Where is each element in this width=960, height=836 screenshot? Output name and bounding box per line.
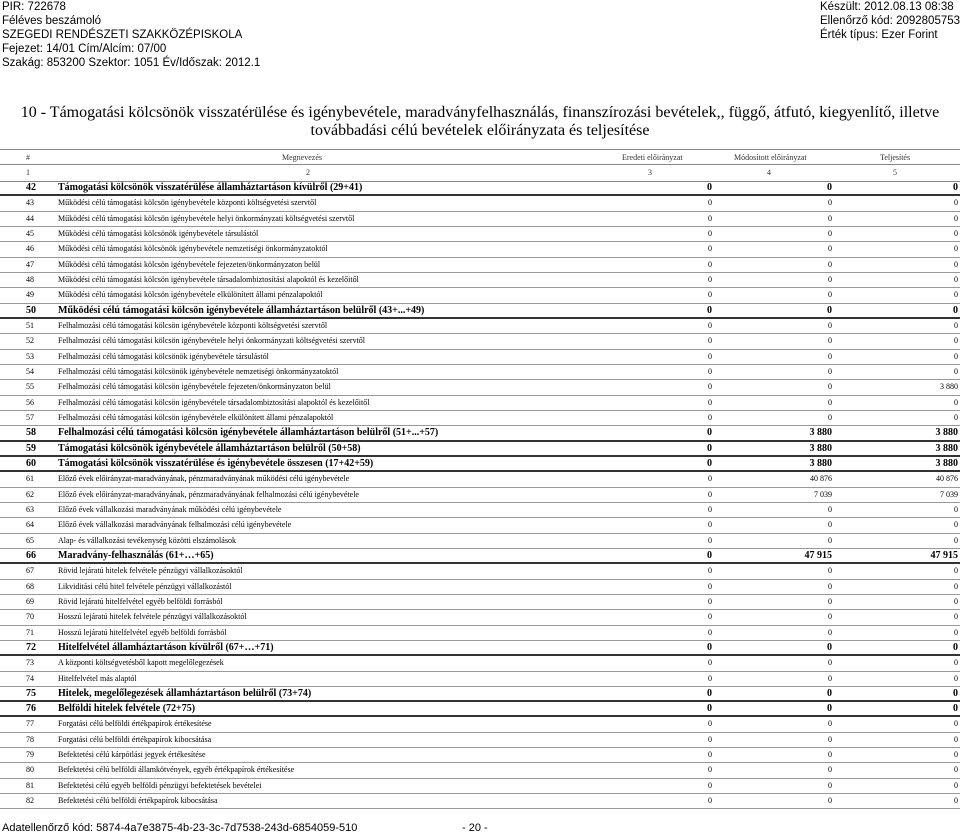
table-row — [0, 518, 960, 533]
row-label: A központi költségvetésből kapott megelőlegezések — [58, 658, 224, 668]
row-number: 72 — [26, 641, 36, 653]
row-number: 55 — [26, 382, 34, 392]
col-index-name: 2 — [306, 168, 310, 177]
row-number: 63 — [26, 504, 34, 514]
original-value: 0 — [708, 734, 712, 744]
row-label: Működési célú támogatási kölcsön igénybevétele fejezeten/önkormányzaton belül — [58, 259, 321, 269]
row-number: 44 — [26, 213, 34, 223]
actual-value: 7 039 — [940, 489, 958, 499]
table-row — [0, 748, 960, 763]
original-value: 0 — [708, 520, 712, 530]
original-value: 0 — [708, 351, 712, 361]
actual-value: 0 — [954, 274, 958, 284]
row-label: Hitelfelvétel államháztartáson kívülről (67+…+71) — [58, 641, 274, 653]
original-value: 0 — [708, 290, 712, 300]
row-number: 79 — [26, 750, 34, 760]
row-label: Működési célú támogatási kölcsönök igénybevétele társulástól — [58, 228, 259, 238]
original-value: 0 — [708, 397, 712, 407]
table-row — [0, 350, 960, 365]
row-label: Felhalmozási célú támogatási kölcsön igénybevétele központi költségvetési szervtől — [58, 320, 328, 330]
modified-value: 0 — [828, 734, 832, 744]
actual-value: 0 — [954, 719, 958, 729]
table-row — [0, 672, 960, 687]
row-number: 68 — [26, 581, 34, 591]
modified-value: 0 — [827, 182, 832, 193]
original-value: 0 — [708, 627, 712, 637]
row-number: 78 — [26, 734, 34, 744]
table-row — [0, 334, 960, 349]
table-row — [0, 564, 960, 579]
modified-value: 0 — [828, 658, 832, 668]
table-row — [0, 411, 960, 426]
row-label: Likviditási célú hitel felvétele pénzügyi vállalkozástól — [58, 581, 232, 591]
row-number: 51 — [26, 320, 34, 330]
row-label: Befektetési célú kárpótlási jegyek értékesítése — [58, 750, 206, 760]
header-left-block — [2, 0, 260, 70]
modified-value: 3 880 — [809, 442, 832, 454]
original-value: 0 — [708, 596, 712, 606]
value-type-line: Érték típus: Ezer Forint — [820, 29, 938, 41]
row-label: Felhalmozási célú támogatási kölcsön igénybevétele fejezeten/önkormányzaton belül — [58, 382, 331, 392]
modified-value: 0 — [827, 304, 832, 316]
row-number: 75 — [26, 687, 36, 699]
row-number: 77 — [26, 719, 34, 729]
row-number: 66 — [26, 549, 36, 561]
row-label: Hosszú lejáratú hitelek felvétele pénzügyi vállalkozásoktól — [58, 612, 247, 622]
table-row — [0, 212, 960, 227]
original-value: 0 — [708, 780, 712, 790]
original-value: 0 — [707, 182, 712, 193]
original-value: 0 — [708, 796, 712, 806]
table-row — [0, 626, 960, 641]
modified-value: 0 — [828, 673, 832, 683]
actual-value: 47 915 — [930, 549, 958, 561]
original-value: 0 — [707, 687, 712, 699]
row-label: Előző évek vállalkozási maradványának működési célú igénybevétele — [58, 504, 282, 514]
original-value: 0 — [708, 382, 712, 392]
modified-value: 0 — [828, 719, 832, 729]
table-row — [0, 702, 960, 717]
modified-value: 0 — [827, 641, 832, 653]
col-header-modified: Módosított előirányzat — [734, 153, 807, 162]
row-number: 80 — [26, 765, 34, 775]
original-value: 0 — [708, 750, 712, 760]
row-number: 59 — [26, 442, 36, 454]
original-value: 0 — [708, 658, 712, 668]
row-number: 54 — [26, 366, 34, 376]
row-label: Előző évek előirányzat-maradványának, pénzmaradványának működési célú igénybevétele — [58, 474, 350, 484]
modified-value: 0 — [828, 627, 832, 637]
table-row — [0, 442, 960, 457]
row-number: 57 — [26, 412, 34, 422]
actual-value: 0 — [954, 627, 958, 637]
table-row — [0, 288, 960, 303]
row-number: 82 — [26, 796, 34, 806]
row-number: 53 — [26, 351, 34, 361]
actual-value: 0 — [954, 520, 958, 530]
row-label: Alap- és vállalkozási tevékenység közötti elszámolások — [58, 535, 236, 545]
modified-value: 0 — [828, 290, 832, 300]
original-value: 0 — [707, 304, 712, 316]
modified-value: 0 — [828, 581, 832, 591]
original-value: 0 — [708, 198, 712, 208]
row-number: 45 — [26, 228, 34, 238]
table-row — [0, 763, 960, 778]
row-label: Felhalmozási célú támogatási kölcsön igénybevétele társadalombiztosítási alapoktól és kezelőitől — [58, 397, 370, 407]
modified-value: 0 — [828, 351, 832, 361]
row-label: Rövid lejáratú hitelfelvétel egyéb belföldi forrásból — [58, 596, 223, 606]
row-number: 81 — [26, 780, 34, 790]
row-number: 64 — [26, 520, 34, 530]
table-row — [0, 196, 960, 211]
chapter-line: Fejezet: 14/01 Cím/Alcím: 07/00 — [2, 43, 167, 55]
modified-value: 0 — [828, 274, 832, 284]
actual-value: 0 — [954, 320, 958, 330]
actual-value: 0 — [954, 796, 958, 806]
table-row — [0, 457, 960, 472]
original-value: 0 — [708, 412, 712, 422]
actual-value: 0 — [954, 412, 958, 422]
actual-value: 0 — [954, 290, 958, 300]
table-row — [0, 181, 960, 196]
actual-value: 0 — [954, 750, 958, 760]
page-number: - 20 - — [462, 822, 488, 834]
modified-value: 0 — [828, 535, 832, 545]
actual-value: 3 880 — [935, 427, 958, 439]
row-number: 50 — [26, 304, 36, 316]
col-header-no: # — [26, 153, 30, 162]
modified-value: 0 — [827, 703, 832, 715]
actual-value: 0 — [954, 259, 958, 269]
actual-value: 0 — [954, 658, 958, 668]
modified-value: 0 — [828, 259, 832, 269]
row-label: Befektetési célú belföldi értékpapírok kibocsátása — [58, 796, 218, 806]
table-row — [0, 733, 960, 748]
row-label: Felhalmozási célú támogatási kölcsön igénybevétele helyi önkormányzati költségvetési szervtől — [58, 336, 366, 346]
row-number: 73 — [26, 658, 34, 668]
row-label: Működési célú támogatási kölcsön igénybevétele központi költségvetési szervtől — [58, 198, 317, 208]
actual-value: 0 — [954, 228, 958, 238]
row-label: Felhalmozási célú támogatási kölcsönök igénybevétele társulástól — [58, 351, 269, 361]
table-row — [0, 687, 960, 702]
modified-value: 0 — [828, 596, 832, 606]
row-label: Forgatási célú belföldi értékpapírok értékesítése — [58, 719, 212, 729]
col-index-original: 3 — [648, 168, 652, 177]
original-value: 0 — [707, 442, 712, 454]
col-index-modified: 4 — [767, 168, 771, 177]
row-number: 76 — [26, 703, 36, 715]
institution-line: SZEGEDI RENDÉSZETI SZAKKÖZÉPISKOLA — [2, 29, 243, 41]
row-label: Működési célú támogatási kölcsön igénybevétele államháztartáson belülről (43+...+49) — [58, 304, 425, 316]
actual-value: 0 — [954, 765, 958, 775]
original-value: 0 — [708, 274, 712, 284]
original-value: 0 — [707, 427, 712, 439]
report-type-line: Féléves beszámoló — [2, 15, 102, 27]
row-label: Felhalmozási célú támogatási kölcsön igénybevétele elkülönített állami pénzalapoktól — [58, 412, 334, 422]
actual-value: 0 — [954, 504, 958, 514]
actual-value: 0 — [953, 182, 958, 193]
actual-value: 0 — [953, 641, 958, 653]
original-value: 0 — [708, 612, 712, 622]
modified-value: 0 — [828, 382, 832, 392]
modified-value: 0 — [828, 796, 832, 806]
actual-value: 0 — [954, 734, 958, 744]
row-number: 42 — [26, 182, 36, 193]
row-number: 67 — [26, 566, 34, 576]
actual-value: 0 — [953, 703, 958, 715]
original-value: 0 — [708, 213, 712, 223]
original-value: 0 — [708, 504, 712, 514]
row-number: 48 — [26, 274, 34, 284]
table-row — [0, 488, 960, 503]
modified-value: 0 — [828, 228, 832, 238]
original-value: 0 — [708, 228, 712, 238]
original-value: 0 — [707, 641, 712, 653]
actual-value: 0 — [954, 612, 958, 622]
header-right-block — [820, 0, 960, 42]
col-index-no: 1 — [26, 168, 30, 177]
table-row — [0, 656, 960, 671]
actual-value: 0 — [954, 198, 958, 208]
actual-value: 0 — [954, 780, 958, 790]
modified-value: 0 — [828, 336, 832, 346]
row-label: Felhalmozási célú támogatási kölcsönök igénybevétele nemzetiségi önkormányzatoktól — [58, 366, 339, 376]
original-value: 0 — [708, 474, 712, 484]
check-code-line: Ellenőrző kód: 2092805753 — [820, 15, 960, 27]
row-number: 69 — [26, 596, 34, 606]
row-number: 52 — [26, 336, 34, 346]
modified-value: 0 — [828, 213, 832, 223]
row-label: Támogatási kölcsönök visszatérülése és igénybevétele összesen (17+42+59) — [58, 457, 374, 469]
row-label: Működési célú támogatási kölcsönök igénybevétele nemzetiségi önkormányzatoktól — [58, 244, 328, 254]
row-number: 56 — [26, 397, 34, 407]
actual-value: 0 — [953, 304, 958, 316]
table-row — [0, 717, 960, 732]
table-row — [0, 534, 960, 549]
table-row — [0, 426, 960, 441]
modified-value: 0 — [828, 765, 832, 775]
table-row — [0, 503, 960, 518]
actual-value: 0 — [954, 535, 958, 545]
modified-value: 0 — [828, 566, 832, 576]
actual-value: 3 880 — [935, 457, 958, 469]
table-row — [0, 365, 960, 380]
row-number: 74 — [26, 673, 34, 683]
modified-value: 7 039 — [814, 489, 832, 499]
row-label: Előző évek vállalkozási maradványának felhalmozási célú igénybevétele — [58, 520, 292, 530]
row-label: Hitelek, megelőlegezések államháztartáson belülről (73+74) — [58, 687, 312, 699]
original-value: 0 — [708, 673, 712, 683]
modified-value: 0 — [828, 244, 832, 254]
modified-value: 0 — [827, 687, 832, 699]
actual-value: 0 — [954, 397, 958, 407]
row-label: Maradvány-felhasználás (61+…+65) — [58, 549, 214, 561]
row-label: Hitelfelvétel más alaptól — [58, 673, 137, 683]
row-number: 60 — [26, 457, 36, 469]
row-label: Működési célú támogatási kölcsön igénybevétele elkülönített állami pénzalapoktól — [58, 290, 323, 300]
sector-line: Szakág: 853200 Szektor: 1051 Év/Időszak: 2012.1 — [2, 57, 261, 69]
row-label: Hosszú lejáratú hitelfelvétel egyéb belföldi forrásból — [58, 627, 227, 637]
actual-value: 0 — [954, 673, 958, 683]
original-value: 0 — [708, 489, 712, 499]
actual-value: 0 — [954, 336, 958, 346]
modified-value: 0 — [828, 750, 832, 760]
table-row — [0, 580, 960, 595]
row-number: 46 — [26, 244, 34, 254]
row-number: 62 — [26, 489, 34, 499]
modified-value: 0 — [828, 520, 832, 530]
row-label: Támogatási kölcsönök igénybevétele államháztartáson belülről (50+58) — [58, 442, 361, 454]
row-number: 65 — [26, 535, 34, 545]
row-number: 71 — [26, 627, 34, 637]
original-value: 0 — [708, 566, 712, 576]
actual-value: 0 — [954, 581, 958, 591]
table-row — [0, 242, 960, 257]
modified-value: 47 915 — [804, 549, 832, 561]
original-value: 0 — [708, 581, 712, 591]
modified-value: 0 — [828, 504, 832, 514]
col-header-name: Megnevezés — [282, 153, 322, 162]
actual-value: 0 — [954, 213, 958, 223]
table-row — [0, 549, 960, 564]
modified-value: 0 — [828, 612, 832, 622]
table-row — [0, 794, 960, 809]
row-number: 43 — [26, 198, 34, 208]
row-number: 47 — [26, 259, 34, 269]
actual-value: 0 — [954, 596, 958, 606]
actual-value: 40 876 — [936, 474, 958, 484]
original-value: 0 — [708, 719, 712, 729]
modified-value: 0 — [828, 397, 832, 407]
row-label: Forgatási célú belföldi értékpapírok kibocsátása — [58, 734, 212, 744]
footer-check-code: Adatellenőrző kód: 5874-4a7e3875-4b-23-3c-7d7538-243d-6854059-510 — [2, 822, 358, 834]
row-label: Rövid lejáratú hitelek felvétele pénzügyi vállalkozásoktól — [58, 566, 243, 576]
original-value: 0 — [707, 703, 712, 715]
original-value: 0 — [708, 244, 712, 254]
modified-value: 0 — [828, 320, 832, 330]
row-number: 70 — [26, 612, 34, 622]
table-row — [0, 610, 960, 625]
modified-value: 40 876 — [810, 474, 832, 484]
actual-value: 3 880 — [940, 382, 958, 392]
original-value: 0 — [708, 336, 712, 346]
original-value: 0 — [708, 765, 712, 775]
table-row — [0, 595, 960, 610]
table-row — [0, 227, 960, 242]
table-row — [0, 641, 960, 656]
actual-value: 0 — [954, 244, 958, 254]
original-value: 0 — [708, 366, 712, 376]
table-row — [0, 258, 960, 273]
row-label: Befektetési célú egyéb belföldi pénzügyi befektetések bevételei — [58, 780, 262, 790]
row-label: Működési célú támogatási kölcsön igénybevétele társadalombiztosítási alapoktól és kezelőitől — [58, 274, 359, 284]
pir-line: PIR: 722678 — [2, 1, 66, 13]
actual-value: 0 — [954, 566, 958, 576]
row-label: Belföldi hitelek felvétele (72+75) — [58, 703, 196, 715]
col-header-actual: Teljesítés — [880, 153, 911, 162]
row-label: Működési célú támogatási kölcsön igénybevétele helyi önkormányzati költségvetési szervtől — [58, 213, 355, 223]
row-number: 58 — [26, 427, 36, 439]
modified-value: 0 — [828, 412, 832, 422]
row-number: 49 — [26, 290, 34, 300]
col-header-original: Eredeti előirányzat — [622, 153, 683, 162]
table-row — [0, 472, 960, 487]
page-title: 10 - Támogatási kölcsönök visszatérülése és igénybevétele, maradványfelhasználás, finanszírozási bevételek,, függő, átfutó, kiegyenlítő, illetve továbbadási célú bevételek előirányzata és teljesítése — [20, 104, 940, 139]
col-index-actual: 5 — [893, 168, 897, 177]
modified-value: 3 880 — [809, 427, 832, 439]
report-header — [0, 0, 960, 80]
modified-value: 3 880 — [809, 457, 832, 469]
row-label: Támogatási kölcsönök visszatérülése államháztartáson kívülről (29+41) — [58, 182, 363, 193]
row-number: 61 — [26, 474, 34, 484]
table-row — [0, 396, 960, 411]
actual-value: 0 — [954, 351, 958, 361]
modified-value: 0 — [828, 366, 832, 376]
table-row — [0, 273, 960, 288]
actual-value: 3 880 — [935, 442, 958, 454]
original-value: 0 — [708, 259, 712, 269]
table-row — [0, 779, 960, 794]
modified-value: 0 — [828, 780, 832, 790]
table-row — [0, 304, 960, 319]
created-line: Készült: 2012.08.13 08:38 — [820, 1, 954, 13]
original-value: 0 — [708, 320, 712, 330]
original-value: 0 — [707, 549, 712, 561]
table-row — [0, 319, 960, 334]
data-table-body — [0, 181, 960, 809]
row-label: Felhalmozási célú támogatási kölcsön igénybevétele államháztartáson belülről (51+...+57) — [58, 427, 439, 439]
row-label: Befektetési célú belföldi államkötvények, egyéb értékpapírok értékesítése — [58, 765, 295, 775]
table-row — [0, 380, 960, 395]
modified-value: 0 — [828, 198, 832, 208]
row-label: Előző évek előirányzat-maradványának, pénzmaradványának felhalmozási célú igénybevétele — [58, 489, 359, 499]
actual-value: 0 — [953, 687, 958, 699]
original-value: 0 — [708, 535, 712, 545]
original-value: 0 — [707, 457, 712, 469]
actual-value: 0 — [954, 366, 958, 376]
column-index-row — [0, 164, 960, 182]
